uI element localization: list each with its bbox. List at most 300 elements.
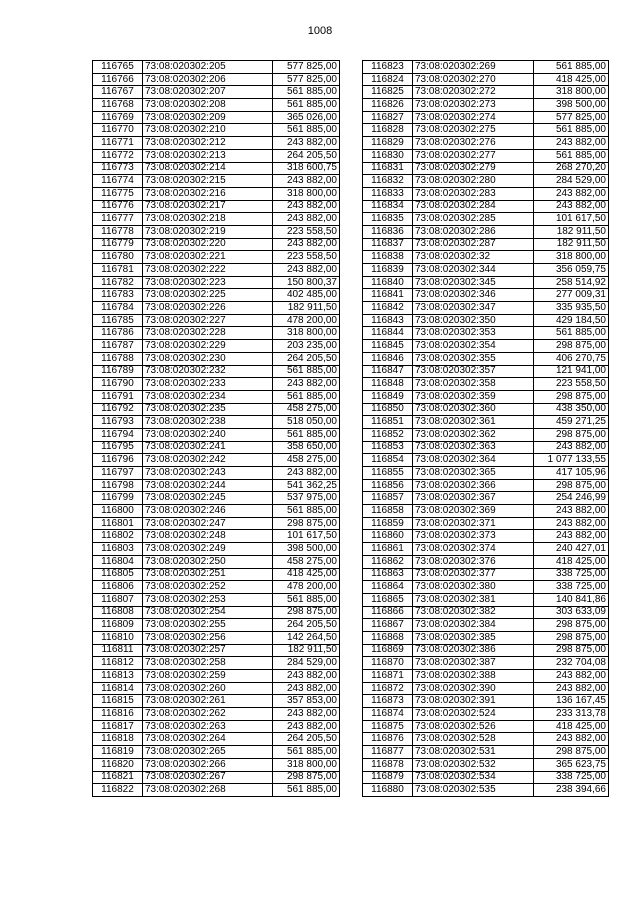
table-row <box>93 99 340 112</box>
table-row <box>93 505 340 518</box>
cadastral-number: 73:08:020302:287 <box>413 238 534 251</box>
page-number: 1008 <box>307 25 333 37</box>
table-row <box>363 238 609 251</box>
cadastral-number: 73:08:020302:254 <box>143 606 273 619</box>
cadastral-value: 233 313,78 <box>534 708 609 721</box>
cadastral-number: 73:08:020302:363 <box>413 441 534 454</box>
table-row <box>93 124 340 137</box>
row-number: 116847 <box>363 365 413 378</box>
row-number: 116810 <box>93 631 143 644</box>
cadastral-number: 73:08:020302:234 <box>143 390 273 403</box>
cadastral-value: 298 875,00 <box>273 517 340 530</box>
cadastral-value: 561 885,00 <box>534 149 609 162</box>
cadastral-number: 73:08:020302:384 <box>413 619 534 632</box>
cadastral-number: 73:08:020302:279 <box>413 162 534 175</box>
table-row <box>93 111 340 124</box>
cadastral-number: 73:08:020302:359 <box>413 390 534 403</box>
row-number: 116782 <box>93 276 143 289</box>
cadastral-value: 458 275,00 <box>273 454 340 467</box>
row-number: 116833 <box>363 187 413 200</box>
cadastral-value: 418 425,00 <box>273 568 340 581</box>
row-number: 116770 <box>93 124 143 137</box>
table-row <box>363 593 609 606</box>
row-number: 116862 <box>363 555 413 568</box>
cadastral-number: 73:08:020302:248 <box>143 530 273 543</box>
cadastral-value: 561 885,00 <box>273 784 340 797</box>
table-row <box>363 467 609 480</box>
cadastral-number: 73:08:020302:212 <box>143 137 273 150</box>
cadastral-number: 73:08:020302:243 <box>143 467 273 480</box>
table-row <box>93 302 340 315</box>
row-number: 116821 <box>93 771 143 784</box>
cadastral-value: 243 882,00 <box>273 708 340 721</box>
table-row <box>93 213 340 226</box>
row-number: 116835 <box>363 213 413 226</box>
cadastral-value: 357 853,00 <box>273 695 340 708</box>
cadastral-number: 73:08:020302:216 <box>143 187 273 200</box>
cadastral-value: 243 882,00 <box>534 187 609 200</box>
row-number: 116836 <box>363 225 413 238</box>
table-row <box>93 403 340 416</box>
cadastral-value: 459 271,25 <box>534 416 609 429</box>
table-row <box>93 568 340 581</box>
cadastral-number: 73:08:020302:347 <box>413 302 534 315</box>
row-number: 116793 <box>93 416 143 429</box>
table-row <box>363 73 609 86</box>
cadastral-value: 561 885,00 <box>273 124 340 137</box>
row-number: 116766 <box>93 73 143 86</box>
cadastral-value: 561 885,00 <box>273 505 340 518</box>
cadastral-value: 298 875,00 <box>273 606 340 619</box>
cadastral-value: 243 882,00 <box>273 720 340 733</box>
table-row <box>93 200 340 213</box>
cadastral-number: 73:08:020302:263 <box>143 720 273 733</box>
cadastral-value: 478 200,00 <box>273 314 340 327</box>
cadastral-value: 338 725,00 <box>534 771 609 784</box>
row-number: 116880 <box>363 784 413 797</box>
cadastral-number: 73:08:020302:362 <box>413 428 534 441</box>
cadastral-value: 561 885,00 <box>273 99 340 112</box>
cadastral-number: 73:08:020302:387 <box>413 657 534 670</box>
row-number: 116790 <box>93 378 143 391</box>
cadastral-value: 298 875,00 <box>534 390 609 403</box>
cadastral-number: 73:08:020302:365 <box>413 467 534 480</box>
cadastral-value: 243 882,00 <box>534 441 609 454</box>
row-number: 116840 <box>363 276 413 289</box>
cadastral-number: 73:08:020302:246 <box>143 505 273 518</box>
cadastral-value: 561 885,00 <box>273 746 340 759</box>
cadastral-number: 73:08:020302:532 <box>413 758 534 771</box>
cadastral-value: 298 875,00 <box>534 631 609 644</box>
cadastral-value: 418 425,00 <box>534 720 609 733</box>
table-row <box>363 403 609 416</box>
cadastral-number: 73:08:020302:217 <box>143 200 273 213</box>
row-number: 116864 <box>363 581 413 594</box>
row-number: 116784 <box>93 302 143 315</box>
cadastral-value: 561 885,00 <box>534 124 609 137</box>
cadastral-number: 73:08:020302:524 <box>413 708 534 721</box>
table-row <box>363 149 609 162</box>
row-number: 116765 <box>93 61 143 74</box>
table-row <box>93 264 340 277</box>
row-number: 116854 <box>363 454 413 467</box>
cadastral-number: 73:08:020302:390 <box>413 682 534 695</box>
cadastral-value: 264 205,50 <box>273 352 340 365</box>
cadastral-number: 73:08:020302:345 <box>413 276 534 289</box>
cadastral-value: 438 350,00 <box>534 403 609 416</box>
cadastral-value: 101 617,50 <box>273 530 340 543</box>
cadastral-number: 73:08:020302:275 <box>413 124 534 137</box>
table-row <box>93 657 340 670</box>
cadastral-value: 142 264,50 <box>273 631 340 644</box>
row-number: 116861 <box>363 543 413 556</box>
row-number: 116783 <box>93 289 143 302</box>
cadastral-number: 73:08:020302:247 <box>143 517 273 530</box>
cadastral-value: 243 882,00 <box>273 682 340 695</box>
cadastral-value: 258 514,92 <box>534 276 609 289</box>
cadastral-value: 150 800,37 <box>273 276 340 289</box>
cadastral-value: 136 167,45 <box>534 695 609 708</box>
table-row <box>363 314 609 327</box>
cadastral-number: 73:08:020302:377 <box>413 568 534 581</box>
cadastral-number: 73:08:020302:261 <box>143 695 273 708</box>
table-row <box>363 378 609 391</box>
cadastral-value: 338 725,00 <box>534 568 609 581</box>
table-row <box>93 720 340 733</box>
table-row <box>93 73 340 86</box>
row-number: 116768 <box>93 99 143 112</box>
cadastral-number: 73:08:020302:228 <box>143 327 273 340</box>
cadastral-number: 73:08:020302:269 <box>413 61 534 74</box>
cadastral-value: 561 885,00 <box>534 327 609 340</box>
cadastral-number: 73:08:020302:357 <box>413 365 534 378</box>
cadastral-value: 561 885,00 <box>273 390 340 403</box>
row-number: 116834 <box>363 200 413 213</box>
cadastral-number: 73:08:020302:358 <box>413 378 534 391</box>
cadastral-number: 73:08:020302:267 <box>143 771 273 784</box>
table-row <box>363 784 609 797</box>
cadastral-number: 73:08:020302:208 <box>143 99 273 112</box>
row-number: 116876 <box>363 733 413 746</box>
cadastral-value: 243 882,00 <box>273 175 340 188</box>
row-number: 116775 <box>93 187 143 200</box>
table-row <box>363 213 609 226</box>
cadastral-value: 561 885,00 <box>273 86 340 99</box>
row-number: 116846 <box>363 352 413 365</box>
row-number: 116812 <box>93 657 143 670</box>
cadastral-value: 577 825,00 <box>273 73 340 86</box>
row-number: 116866 <box>363 606 413 619</box>
row-number: 116872 <box>363 682 413 695</box>
table-row <box>93 314 340 327</box>
cadastral-number: 73:08:020302:350 <box>413 314 534 327</box>
cadastral-number: 73:08:020302:232 <box>143 365 273 378</box>
row-number: 116776 <box>93 200 143 213</box>
row-number: 116828 <box>363 124 413 137</box>
table-row <box>93 251 340 264</box>
cadastral-number: 73:08:020302:374 <box>413 543 534 556</box>
row-number: 116827 <box>363 111 413 124</box>
table-row <box>363 543 609 556</box>
cadastral-number: 73:08:020302:207 <box>143 86 273 99</box>
table-row <box>93 175 340 188</box>
cadastral-value: 243 882,00 <box>273 238 340 251</box>
row-number: 116859 <box>363 517 413 530</box>
cadastral-number: 73:08:020302:253 <box>143 593 273 606</box>
row-number: 116831 <box>363 162 413 175</box>
cadastral-number: 73:08:020302:270 <box>413 73 534 86</box>
table-row <box>93 670 340 683</box>
table-row <box>363 733 609 746</box>
row-number: 116800 <box>93 505 143 518</box>
table-row <box>363 302 609 315</box>
table-row <box>363 441 609 454</box>
row-number: 116804 <box>93 555 143 568</box>
cadastral-number: 73:08:020302:280 <box>413 175 534 188</box>
table-row <box>93 238 340 251</box>
cadastral-number: 73:08:020302:205 <box>143 61 273 74</box>
table-row <box>93 695 340 708</box>
cadastral-value: 277 009,31 <box>534 289 609 302</box>
cadastral-number: 73:08:020302:526 <box>413 720 534 733</box>
table-row <box>363 111 609 124</box>
cadastral-value: 318 600,75 <box>273 162 340 175</box>
cadastral-number: 73:08:020302:235 <box>143 403 273 416</box>
row-number: 116870 <box>363 657 413 670</box>
table-row <box>93 708 340 721</box>
cadastral-number: 73:08:020302:230 <box>143 352 273 365</box>
table-row <box>363 746 609 759</box>
table-row <box>363 720 609 733</box>
cadastral-number: 73:08:020302:209 <box>143 111 273 124</box>
cadastral-number: 73:08:020302:528 <box>413 733 534 746</box>
table-row <box>93 149 340 162</box>
cadastral-value: 243 882,00 <box>273 670 340 683</box>
table-row <box>93 225 340 238</box>
cadastral-number: 73:08:020302:32 <box>413 251 534 264</box>
cadastral-value: 541 362,25 <box>273 479 340 492</box>
register-table-left <box>92 60 340 797</box>
cadastral-number: 73:08:020302:264 <box>143 733 273 746</box>
cadastral-value: 318 800,00 <box>534 86 609 99</box>
table-row <box>363 631 609 644</box>
table-row <box>363 771 609 784</box>
table-row <box>93 467 340 480</box>
cadastral-value: 429 184,50 <box>534 314 609 327</box>
cadastral-value: 298 875,00 <box>534 619 609 632</box>
row-number: 116823 <box>363 61 413 74</box>
table-row <box>93 365 340 378</box>
row-number: 116802 <box>93 530 143 543</box>
cadastral-number: 73:08:020302:218 <box>143 213 273 226</box>
row-number: 116773 <box>93 162 143 175</box>
table-row <box>93 492 340 505</box>
table-row <box>363 61 609 74</box>
row-number: 116852 <box>363 428 413 441</box>
table-row <box>363 352 609 365</box>
cadastral-number: 73:08:020302:255 <box>143 619 273 632</box>
row-number: 116841 <box>363 289 413 302</box>
row-number: 116848 <box>363 378 413 391</box>
table-row <box>363 454 609 467</box>
table-row <box>363 670 609 683</box>
table-row <box>93 733 340 746</box>
cadastral-number: 73:08:020302:223 <box>143 276 273 289</box>
cadastral-value: 561 885,00 <box>534 61 609 74</box>
cadastral-number: 73:08:020302:213 <box>143 149 273 162</box>
row-number: 116868 <box>363 631 413 644</box>
cadastral-value: 182 911,50 <box>273 302 340 315</box>
cadastral-number: 73:08:020302:206 <box>143 73 273 86</box>
row-number: 116818 <box>93 733 143 746</box>
row-number: 116808 <box>93 606 143 619</box>
cadastral-value: 223 558,50 <box>273 251 340 264</box>
cadastral-value: 577 825,00 <box>534 111 609 124</box>
cadastral-number: 73:08:020302:226 <box>143 302 273 315</box>
register-table-right <box>362 60 609 797</box>
row-number: 116807 <box>93 593 143 606</box>
table-row <box>363 137 609 150</box>
row-number: 116863 <box>363 568 413 581</box>
cadastral-value: 182 911,50 <box>273 644 340 657</box>
table-row <box>93 581 340 594</box>
table-row <box>363 657 609 670</box>
cadastral-value: 318 800,00 <box>273 187 340 200</box>
row-number: 116820 <box>93 758 143 771</box>
cadastral-number: 73:08:020302:265 <box>143 746 273 759</box>
cadastral-number: 73:08:020302:229 <box>143 340 273 353</box>
row-number: 116871 <box>363 670 413 683</box>
cadastral-number: 73:08:020302:360 <box>413 403 534 416</box>
row-number: 116837 <box>363 238 413 251</box>
table-row <box>363 99 609 112</box>
cadastral-value: 298 875,00 <box>534 340 609 353</box>
cadastral-value: 356 059,75 <box>534 264 609 277</box>
row-number: 116786 <box>93 327 143 340</box>
cadastral-number: 73:08:020302:214 <box>143 162 273 175</box>
row-number: 116867 <box>363 619 413 632</box>
cadastral-value: 1 077 133,55 <box>534 454 609 467</box>
table-row <box>93 746 340 759</box>
cadastral-value: 398 500,00 <box>534 99 609 112</box>
cadastral-value: 243 882,00 <box>534 682 609 695</box>
table-row <box>93 340 340 353</box>
cadastral-value: 268 270,20 <box>534 162 609 175</box>
row-number: 116865 <box>363 593 413 606</box>
cadastral-value: 284 529,00 <box>273 657 340 670</box>
cadastral-value: 232 704,08 <box>534 657 609 670</box>
table-row <box>93 352 340 365</box>
row-number: 116829 <box>363 137 413 150</box>
table-row <box>363 200 609 213</box>
table-row <box>363 162 609 175</box>
table-row <box>93 682 340 695</box>
cadastral-number: 73:08:020302:219 <box>143 225 273 238</box>
cadastral-number: 73:08:020302:249 <box>143 543 273 556</box>
cadastral-value: 243 882,00 <box>534 670 609 683</box>
cadastral-value: 365 623,75 <box>534 758 609 771</box>
table-row <box>363 758 609 771</box>
cadastral-number: 73:08:020302:256 <box>143 631 273 644</box>
row-number: 116826 <box>363 99 413 112</box>
cadastral-number: 73:08:020302:262 <box>143 708 273 721</box>
table-row <box>363 505 609 518</box>
cadastral-value: 561 885,00 <box>273 593 340 606</box>
cadastral-number: 73:08:020302:277 <box>413 149 534 162</box>
cadastral-value: 182 911,50 <box>534 225 609 238</box>
cadastral-value: 243 882,00 <box>273 264 340 277</box>
cadastral-value: 537 975,00 <box>273 492 340 505</box>
row-number: 116816 <box>93 708 143 721</box>
cadastral-number: 73:08:020302:244 <box>143 479 273 492</box>
row-number: 116799 <box>93 492 143 505</box>
row-number: 116819 <box>93 746 143 759</box>
table-row <box>93 416 340 429</box>
cadastral-number: 73:08:020302:373 <box>413 530 534 543</box>
cadastral-number: 73:08:020302:361 <box>413 416 534 429</box>
row-number: 116789 <box>93 365 143 378</box>
cadastral-number: 73:08:020302:355 <box>413 352 534 365</box>
cadastral-value: 561 885,00 <box>273 428 340 441</box>
cadastral-value: 121 941,00 <box>534 365 609 378</box>
row-number: 116778 <box>93 225 143 238</box>
row-number: 116803 <box>93 543 143 556</box>
cadastral-number: 73:08:020302:388 <box>413 670 534 683</box>
cadastral-value: 243 882,00 <box>273 467 340 480</box>
cadastral-number: 73:08:020302:534 <box>413 771 534 784</box>
cadastral-number: 73:08:020302:238 <box>143 416 273 429</box>
row-number: 116839 <box>363 264 413 277</box>
cadastral-number: 73:08:020302:215 <box>143 175 273 188</box>
cadastral-value: 101 617,50 <box>534 213 609 226</box>
table-row <box>93 530 340 543</box>
table-row <box>363 124 609 137</box>
table-row <box>93 631 340 644</box>
cadastral-number: 73:08:020302:260 <box>143 682 273 695</box>
table-row <box>363 390 609 403</box>
cadastral-number: 73:08:020302:257 <box>143 644 273 657</box>
cadastral-number: 73:08:020302:222 <box>143 264 273 277</box>
cadastral-value: 418 425,00 <box>534 555 609 568</box>
table-row <box>363 708 609 721</box>
table-row <box>93 289 340 302</box>
cadastral-number: 73:08:020302:366 <box>413 479 534 492</box>
cadastral-value: 243 882,00 <box>534 733 609 746</box>
cadastral-value: 243 882,00 <box>273 378 340 391</box>
cadastral-value: 335 935,50 <box>534 302 609 315</box>
row-number: 116856 <box>363 479 413 492</box>
row-number: 116801 <box>93 517 143 530</box>
cadastral-number: 73:08:020302:283 <box>413 187 534 200</box>
table-row <box>93 441 340 454</box>
row-number: 116844 <box>363 327 413 340</box>
cadastral-number: 73:08:020302:227 <box>143 314 273 327</box>
table-row <box>363 682 609 695</box>
cadastral-value: 298 875,00 <box>534 428 609 441</box>
cadastral-value: 478 200,00 <box>273 581 340 594</box>
cadastral-number: 73:08:020302:233 <box>143 378 273 391</box>
table-row <box>93 593 340 606</box>
cadastral-number: 73:08:020302:252 <box>143 581 273 594</box>
cadastral-value: 243 882,00 <box>273 137 340 150</box>
cadastral-number: 73:08:020302:274 <box>413 111 534 124</box>
cadastral-number: 73:08:020302:371 <box>413 517 534 530</box>
cadastral-number: 73:08:020302:369 <box>413 505 534 518</box>
table-row <box>93 606 340 619</box>
row-number: 116845 <box>363 340 413 353</box>
cadastral-value: 518 050,00 <box>273 416 340 429</box>
cadastral-number: 73:08:020302:225 <box>143 289 273 302</box>
